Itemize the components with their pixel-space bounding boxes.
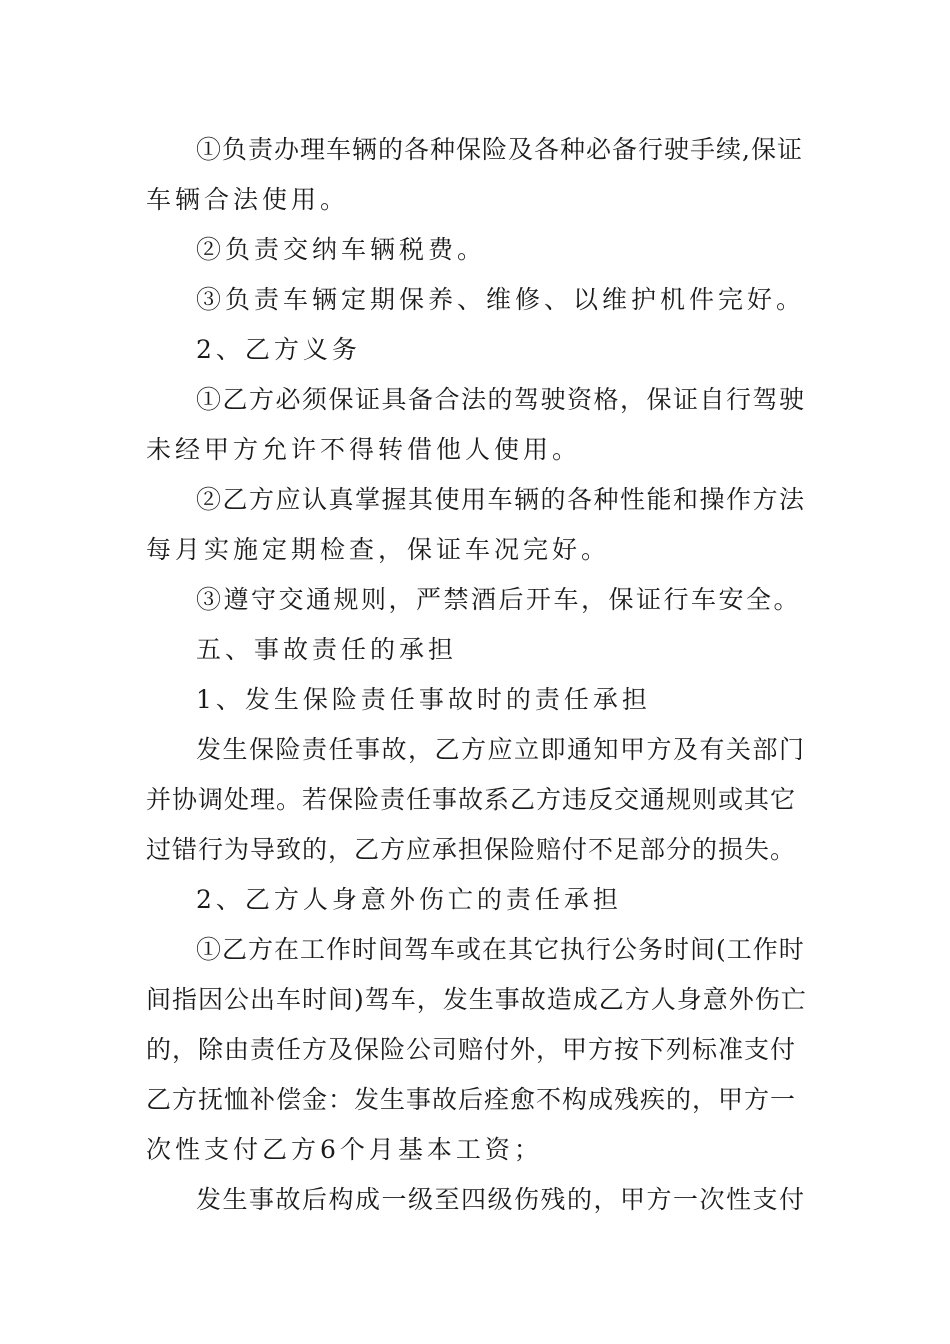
paragraph-line: 车辆合法使用。 (146, 185, 350, 214)
section-heading: 五、事故责任的承担 (196, 635, 458, 664)
section-heading: 1、发生保险责任事故时的责任承担 (196, 685, 651, 714)
paragraph-line: 间指因公出车时间)驾车，发生事故造成乙方人身意外伤亡 (146, 985, 807, 1014)
paragraph-line: 发生保险责任事故，乙方应立即通知甲方及有关部门 (196, 735, 806, 764)
paragraph-line: ①乙方必须保证具备合法的驾驶资格，保证自行驾驶 (196, 385, 806, 414)
paragraph-line: ①乙方在工作时间驾车或在其它执行公务时间(工作时 (196, 935, 805, 964)
section-heading: 2、乙方人身意外伤亡的责任承担 (196, 885, 622, 914)
paragraph-line: ②负责交纳车辆税费。 (196, 235, 487, 264)
paragraph-line: 未经甲方允许不得转借他人使用。 (146, 435, 582, 464)
paragraph-line: 并协调处理。若保险责任事故系乙方违反交通规则或其它 (146, 785, 797, 814)
paragraph-line: 发生事故后构成一级至四级伤残的，甲方一次性支付 (196, 1185, 806, 1214)
paragraph-line: ①负责办理车辆的各种保险及各种必备行驶手续,保证 (196, 135, 803, 164)
paragraph-line: 的，除由责任方及保险公司赔付外，甲方按下列标准支付 (146, 1035, 797, 1064)
paragraph-line: ③负责车辆定期保养、维修、以维护机件完好。 (196, 285, 806, 314)
paragraph-line: 乙方抚恤补偿金：发生事故后痊愈不构成残疾的，甲方一 (146, 1085, 797, 1114)
section-heading: 2、乙方义务 (196, 335, 361, 364)
paragraph-line: 每月实施定期检查，保证车况完好。 (146, 535, 611, 564)
paragraph-line: ③遵守交通规则，严禁酒后开车，保证行车安全。 (196, 585, 802, 614)
paragraph-line: ②乙方应认真掌握其使用车辆的各种性能和操作方法 (196, 485, 806, 514)
paragraph-line: 次性支付乙方6个月基本工资； (146, 1135, 543, 1164)
paragraph-line: 过错行为导致的，乙方应承担保险赔付不足部分的损失。 (146, 835, 797, 864)
